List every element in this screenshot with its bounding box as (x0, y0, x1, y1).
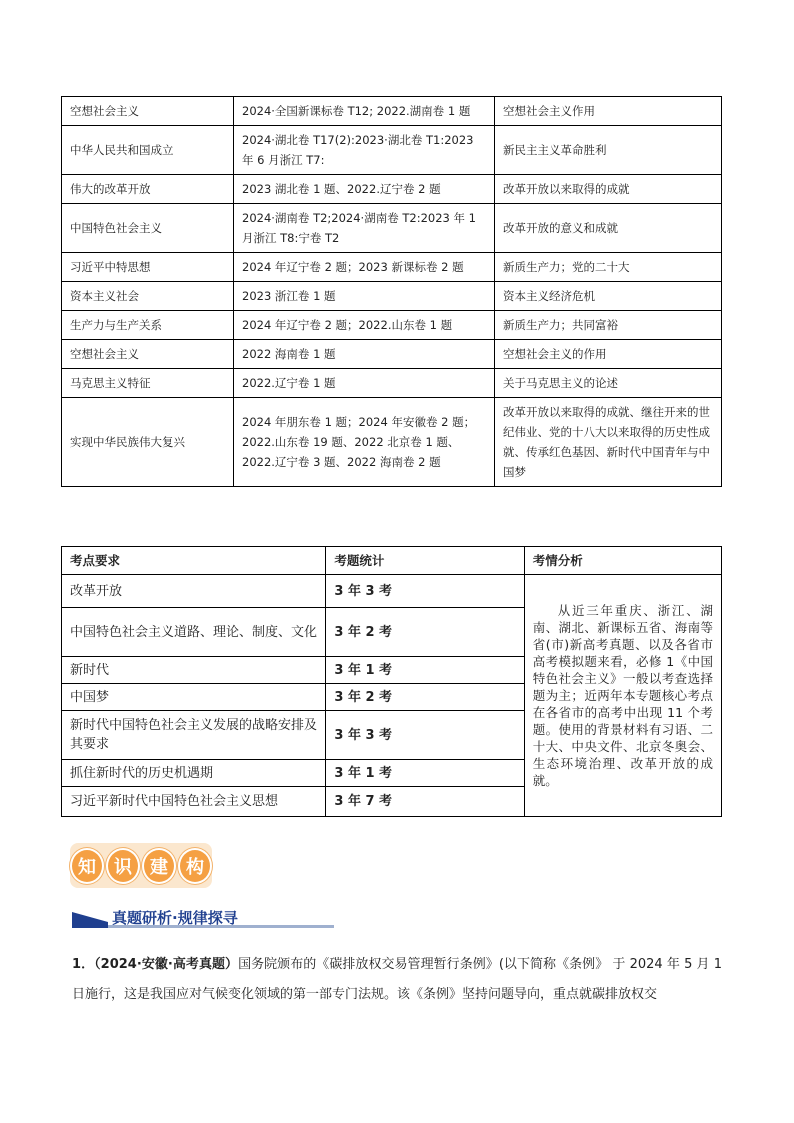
statistics-cell: 3 年 7 考 (326, 787, 524, 817)
exam-source-cell: 2023 浙江卷 1 题 (234, 282, 495, 311)
topic-cell: 实现中华民族伟大复兴 (62, 398, 234, 487)
topic-cell: 资本主义社会 (62, 282, 234, 311)
badge-char: 建 (142, 848, 176, 884)
table-row (62, 575, 722, 608)
exam-source-cell: 2024 年朋东卷 1 题；2024 年安徽卷 2 题；2022.山东卷 19 题、2022 北京卷 1 题、2022.辽宁卷 3 题、2022 海南卷 2 题 (234, 398, 495, 487)
topic-cell: 伟大的改革开放 (62, 175, 234, 204)
topic-cell: 空想社会主义 (62, 97, 234, 126)
content-cell: 改革开放以来取得的成就 (495, 175, 722, 204)
content-cell: 新民主主义革命胜利 (495, 126, 722, 175)
header-requirement: 考点要求 (62, 547, 326, 575)
content-cell: 空想社会主义作用 (495, 97, 722, 126)
section-header (72, 905, 334, 931)
table-row (62, 175, 722, 204)
question-text: 国务院颁布的《碳排放权交易管理暂行条例》(以下简称《条例》 于 2024 年 5 月 1 日施行，这是我国应对气候变化领域的第一部专门法规。该《条例》坚持问题导向，重点就碳排放权交 (72, 957, 722, 1002)
table-row (62, 126, 722, 175)
exam-source-cell: 2023 湖北卷 1 题、2022.辽宁卷 2 题 (234, 175, 495, 204)
section-marker-icon (72, 912, 108, 922)
section-title: 真题研析·规律探寻 (112, 909, 238, 927)
content-cell: 改革开放的意义和成就 (495, 204, 722, 253)
table-row (62, 253, 722, 282)
topic-cell: 习近平中特思想 (62, 253, 234, 282)
header-analysis: 考情分析 (524, 547, 721, 575)
table-row (62, 369, 722, 398)
exam-source-cell: 2024·湖北卷 T17(2):2023·湖北卷 T1:2023 年 6 月浙江 T7: (234, 126, 495, 175)
table-row (62, 311, 722, 340)
requirement-cell: 中国特色社会主义道路、理论、制度、文化 (62, 608, 326, 657)
topic-cell: 空想社会主义 (62, 340, 234, 369)
question-1 (72, 950, 722, 1010)
exam-source-cell: 2024·湖南卷 T2;2024·湖南卷 T2:2023 年 1 月浙江 T8:宁卷 T2 (234, 204, 495, 253)
analysis-cell: 从近三年重庆、浙江、湖南、湖北、新课标五省、海南等省(市)新高考真题、以及各省市高考模拟题来看，必修 1《中国特色社会主义》一般以考查选择题为主；近两年本专题核心考点在各省市的高考中出现 11 个考题。使用的背景材料有习语、二十大、中央文件、北京冬奥会、生态环境治理、改革开放的成就。 (524, 575, 721, 817)
exam-source-cell: 2024·全国新课标卷 T12; 2022.湖南卷 1 题 (234, 97, 495, 126)
content-cell: 空想社会主义的作用 (495, 340, 722, 369)
table-row (62, 204, 722, 253)
badge-char: 构 (178, 848, 212, 884)
badge-char: 识 (106, 848, 140, 884)
statistics-cell: 3 年 1 考 (326, 657, 524, 684)
table-row (62, 398, 722, 487)
topic-cell: 生产力与生产关系 (62, 311, 234, 340)
content-cell: 资本主义经济危机 (495, 282, 722, 311)
exam-source-cell: 2024 年辽宁卷 2 题；2023 新课标卷 2 题 (234, 253, 495, 282)
knowledge-construction-badge (70, 843, 212, 888)
badge-char: 知 (70, 848, 104, 884)
statistics-cell: 3 年 2 考 (326, 608, 524, 657)
question-source: 1．（2024·安徽·高考真题） (72, 957, 239, 972)
requirement-cell: 中国梦 (62, 684, 326, 711)
requirement-cell: 新时代 (62, 657, 326, 684)
exam-topic-table (61, 96, 722, 487)
statistics-cell: 3 年 2 考 (326, 684, 524, 711)
exam-source-cell: 2024 年辽宁卷 2 题；2022.山东卷 1 题 (234, 311, 495, 340)
content-cell: 新质生产力；共同富裕 (495, 311, 722, 340)
table-row (62, 282, 722, 311)
requirement-cell: 新时代中国特色社会主义发展的战略安排及其要求 (62, 711, 326, 760)
topic-cell: 马克思主义特征 (62, 369, 234, 398)
statistics-cell: 3 年 3 考 (326, 575, 524, 608)
requirement-cell: 习近平新时代中国特色社会主义思想 (62, 787, 326, 817)
section-marker-bar (72, 922, 108, 928)
table-row (62, 340, 722, 369)
table-row (62, 97, 722, 126)
content-cell: 改革开放以来取得的成就、继往开来的世纪伟业、党的十八大以来取得的历史性成就、传承红色基因、新时代中国青年与中国梦 (495, 398, 722, 487)
content-cell: 新质生产力；党的二十大 (495, 253, 722, 282)
exam-source-cell: 2022 海南卷 1 题 (234, 340, 495, 369)
header-statistics: 考题统计 (326, 547, 524, 575)
statistics-cell: 3 年 3 考 (326, 711, 524, 760)
statistics-cell: 3 年 1 考 (326, 760, 524, 787)
exam-source-cell: 2022.辽宁卷 1 题 (234, 369, 495, 398)
requirement-cell: 改革开放 (62, 575, 326, 608)
content-cell: 关于马克思主义的论述 (495, 369, 722, 398)
topic-cell: 中华人民共和国成立 (62, 126, 234, 175)
exam-requirement-table (61, 546, 722, 817)
requirement-cell: 抓住新时代的历史机遇期 (62, 760, 326, 787)
topic-cell: 中国特色社会主义 (62, 204, 234, 253)
